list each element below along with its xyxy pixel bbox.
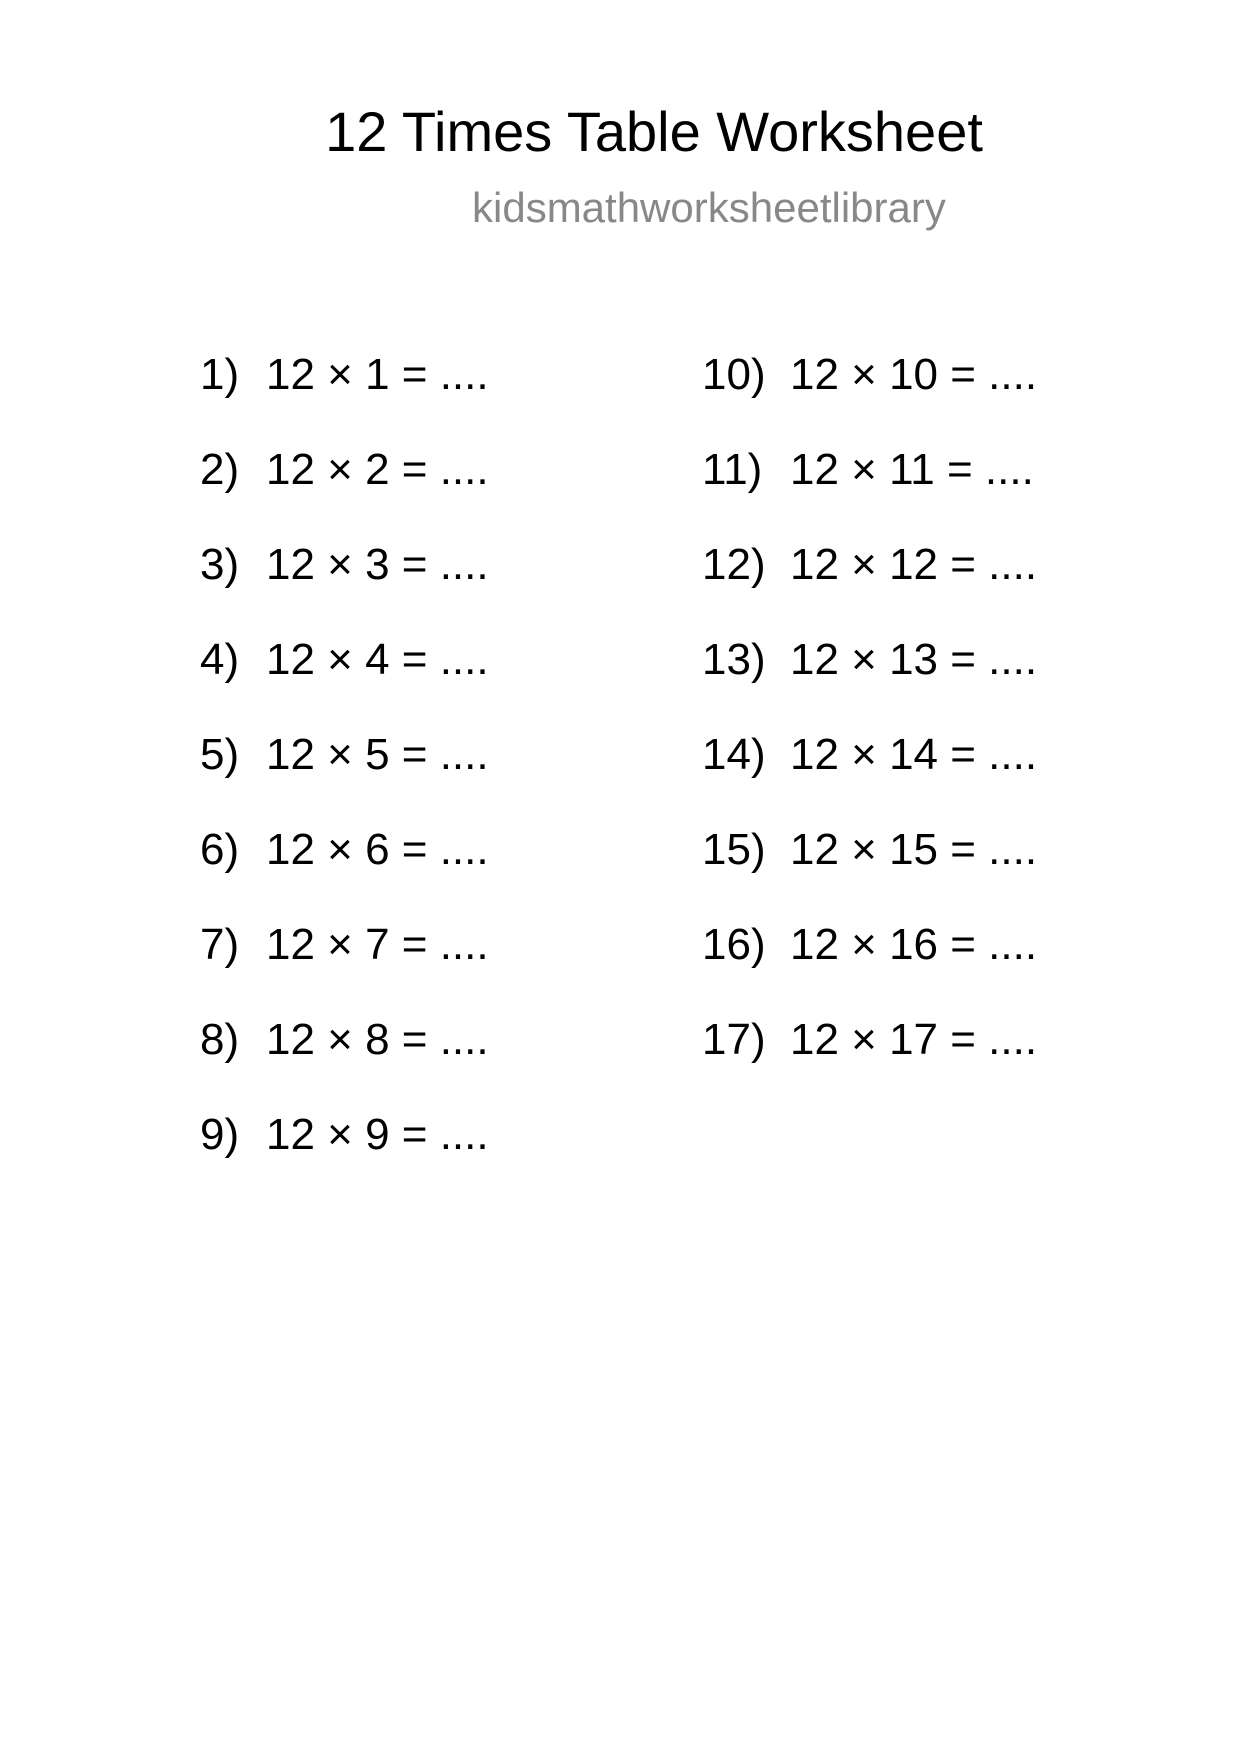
problem-item [200,350,489,445]
problem-expression: 12 × 10 = .... [790,350,1038,399]
problem-expression: 12 × 11 = .... [790,445,1034,494]
problem-item [702,920,1037,1015]
problem-number: 16) [702,920,766,969]
problem-number: 8) [200,1015,240,1064]
problem-number: 7) [200,920,240,969]
problem-expression: 12 × 15 = .... [790,825,1038,874]
problem-item [200,445,489,540]
problem-expression: 12 × 5 = .... [266,730,489,779]
problem-expression: 12 × 3 = .... [266,540,489,589]
problem-expression: 12 × 8 = .... [266,1015,489,1064]
problem-expression: 12 × 14 = .... [790,730,1038,779]
problem-item [702,730,1037,825]
problem-column-left [200,350,489,1205]
problem-item [200,730,489,825]
problem-expression: 12 × 9 = .... [266,1110,489,1159]
problem-item [200,1015,489,1110]
problem-expression: 12 × 13 = .... [790,635,1038,684]
problem-item [702,350,1037,445]
problem-item [200,920,489,1015]
problem-item [702,635,1037,730]
problem-number: 14) [702,730,766,779]
site-name: kidsmathworksheetlibrary [472,184,946,231]
problem-item [702,825,1037,920]
problem-item [200,635,489,730]
problem-expression: 12 × 6 = .... [266,825,489,874]
problem-number: 5) [200,730,240,779]
problem-expression: 12 × 4 = .... [266,635,489,684]
problem-number: 17) [702,1015,766,1064]
problem-expression: 12 × 2 = .... [266,445,489,494]
problem-item [200,540,489,635]
problem-item [702,445,1037,540]
problem-item [702,540,1037,635]
problem-number: 1) [200,350,240,399]
problem-expression: 12 × 12 = .... [790,540,1038,589]
problem-number: 12) [702,540,766,589]
problem-item [200,825,489,920]
problem-number: 4) [200,635,240,684]
problem-item [200,1110,489,1205]
problem-column-right [702,350,1037,1110]
problem-expression: 12 × 7 = .... [266,920,489,969]
problem-expression: 12 × 16 = .... [790,920,1038,969]
problem-number: 9) [200,1110,240,1159]
problem-item [702,1015,1037,1110]
problem-expression: 12 × 17 = .... [790,1015,1038,1064]
problem-number: 11) [702,445,763,494]
problem-number: 2) [200,445,240,494]
problem-number: 6) [200,825,240,874]
problem-expression: 12 × 1 = .... [266,350,489,399]
page-title: 12 Times Table Worksheet [325,100,983,163]
problem-number: 13) [702,635,766,684]
problem-number: 15) [702,825,766,874]
problem-number: 10) [702,350,766,399]
problem-number: 3) [200,540,240,589]
